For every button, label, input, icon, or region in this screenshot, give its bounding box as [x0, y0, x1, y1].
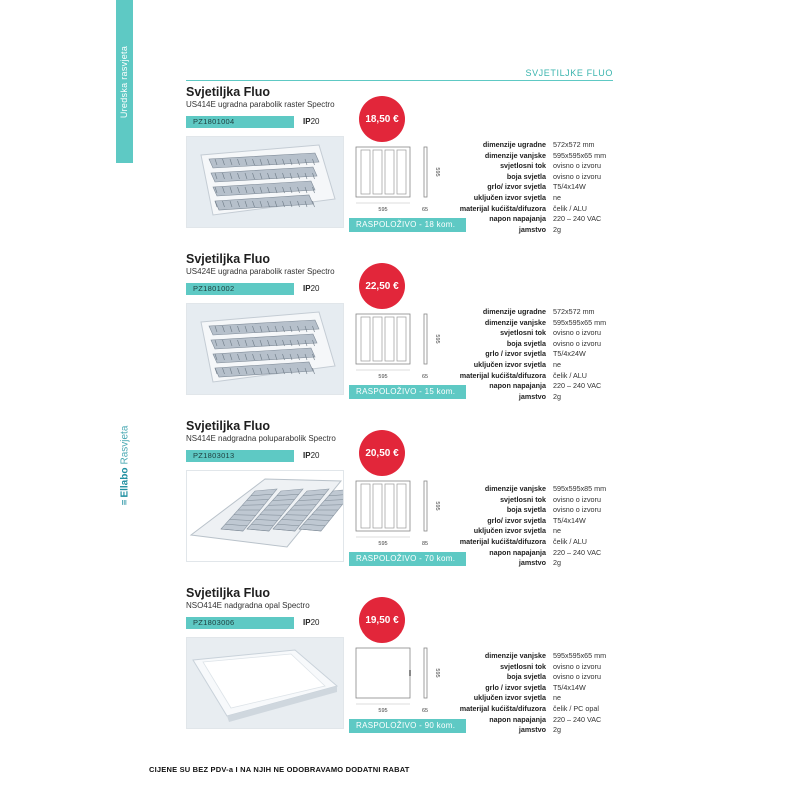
price-badge: 18,50 €: [359, 96, 405, 142]
spec-row: [430, 204, 606, 215]
availability-badge: RASPOLOŽIVO - 18 kom.: [349, 218, 466, 232]
availability-badge: RASPOLOŽIVO - 15 kom.: [349, 385, 466, 399]
ip-label: IP: [303, 284, 311, 293]
ip-value: 20: [310, 618, 320, 627]
product-photo: [186, 136, 344, 228]
drawing-depth-label: 65: [421, 374, 429, 380]
spec-value: 595x595x65 mm: [553, 150, 607, 160]
brand-mark-icon: ≡: [119, 500, 131, 505]
spec-key: jamstvo: [518, 558, 546, 568]
spec-row: [430, 548, 606, 559]
spec-key: dimenzije vanjske: [484, 484, 546, 493]
spec-value: 2g: [553, 391, 561, 401]
spec-value: čelik / PC opal: [553, 703, 599, 713]
raster-luminaire-icon: [187, 137, 343, 227]
brand-name: Ellabo: [119, 467, 131, 498]
spec-value: 220 – 240 VAC: [553, 547, 602, 557]
spec-key: dimenzije ugradne: [482, 140, 546, 149]
spec-key: materijal kućišta/difuzora: [459, 370, 546, 380]
spec-value: ne: [553, 192, 561, 202]
spec-row: [430, 225, 606, 236]
spec-table: [430, 484, 606, 569]
spec-key: boja svjetla: [506, 672, 546, 682]
spec-value: ne: [553, 526, 561, 536]
spec-value: ovisno o izvoru: [553, 672, 601, 682]
spec-key: materijal kućišta/difuzora: [459, 536, 546, 546]
spec-value: 220 – 240 VAC: [553, 714, 602, 724]
spec-value: ne: [553, 359, 561, 369]
ip-rating: [303, 117, 319, 126]
spec-key: boja svjetla: [506, 338, 546, 348]
spec-key: uključen izvor svjetla: [473, 192, 546, 202]
spec-key: materijal kućišta/difuzora: [459, 203, 546, 213]
spec-row: [430, 371, 606, 382]
spec-key: dimenzije ugradne: [482, 307, 546, 316]
product-title: Svjetiljka Fluo: [186, 85, 271, 99]
spec-key: dimenzije vanjske: [484, 150, 546, 160]
spec-key: materijal kućišta/difuzora: [459, 703, 546, 713]
product-subtitle: NSO414E nadgradna opal Spectro: [186, 601, 310, 610]
spec-value: 2g: [553, 725, 561, 735]
spec-row: [430, 537, 606, 548]
spec-row: [430, 214, 606, 225]
surface-luminaire-icon: [187, 471, 343, 561]
category-title: SVJETILJKE FLUO: [525, 68, 613, 78]
raster-luminaire-icon: [187, 304, 343, 394]
spec-row: [430, 704, 606, 715]
spec-value: ovisno o izvoru: [553, 494, 601, 504]
ip-rating: [303, 451, 319, 460]
product-subtitle: US414E ugradna parabolik raster Spectro: [186, 100, 335, 109]
ip-value: 20: [310, 117, 320, 126]
spec-row: [430, 495, 606, 506]
product-photo: [186, 637, 344, 729]
product-title: Svjetiljka Fluo: [186, 252, 271, 266]
drawing-height-label: 595: [434, 334, 440, 344]
spec-row: [430, 683, 606, 694]
spec-row: [430, 516, 606, 527]
drawing-width-label: 595: [378, 207, 388, 213]
spec-value: 220 – 240 VAC: [553, 214, 602, 224]
spec-value: 572x572 mm: [553, 307, 595, 316]
ip-value: 20: [310, 284, 320, 293]
drawing-depth-label: 65: [421, 708, 429, 714]
spec-row: [430, 672, 606, 683]
spec-key: dimenzije vanjske: [484, 651, 546, 660]
spec-key: uključen izvor svjetla: [473, 693, 546, 703]
drawing-depth-label: 65: [421, 207, 429, 213]
product-code: PZ1801002: [186, 283, 294, 295]
availability-badge: RASPOLOŽIVO - 90 kom.: [349, 719, 466, 733]
spec-row: [430, 526, 606, 537]
spec-row: [430, 662, 606, 673]
spec-row: [430, 182, 606, 193]
product-photo: [186, 303, 344, 395]
product-title: Svjetiljka Fluo: [186, 419, 271, 433]
drawing-width-label: 595: [378, 708, 388, 714]
product-photo: [186, 470, 344, 562]
spec-key: napon napajanja: [489, 714, 546, 724]
spec-key: grlo / izvor svjetla: [485, 349, 546, 359]
spec-key: grlo/ izvor svjetla: [487, 182, 546, 192]
brand-sub: Rasvjeta: [119, 425, 131, 465]
spec-row: [430, 484, 606, 495]
spec-key: uključen izvor svjetla: [473, 359, 546, 369]
drawing-width-label: 595: [378, 374, 388, 380]
spec-table: [430, 307, 606, 402]
spec-key: uključen izvor svjetla: [473, 526, 546, 536]
spec-row: [430, 392, 606, 403]
spec-row: [430, 381, 606, 392]
ip-label: IP: [303, 451, 311, 460]
spec-value: čelik / ALU: [553, 536, 587, 546]
spec-value: T5/4x14W: [553, 515, 586, 525]
price-badge: 19,50 €: [359, 597, 405, 643]
product-code: PZ1803006: [186, 617, 294, 629]
spec-value: ne: [553, 693, 561, 703]
spec-key: boja svjetla: [506, 505, 546, 515]
spec-value: ovisno o izvoru: [553, 661, 601, 671]
sidebar-section-text: Uredska rasvjeta: [119, 45, 130, 118]
spec-value: T5/4x14W: [553, 682, 586, 692]
spec-key: svjetlosni tok: [500, 494, 546, 504]
spec-value: 595x595x65 mm: [553, 317, 607, 327]
brand-logo: [111, 405, 139, 525]
ip-label: IP: [303, 618, 311, 627]
spec-key: jamstvo: [518, 224, 546, 234]
product-subtitle: NS414E nadgradna poluparabolik Spectro: [186, 434, 336, 443]
ip-value: 20: [310, 451, 320, 460]
spec-value: ovisno o izvoru: [553, 338, 601, 348]
footer-note: CIJENE SU BEZ PDV-a I NA NJIH NE ODOBRAVAMO DODATNI RABAT: [149, 765, 410, 774]
spec-value: čelik / ALU: [553, 370, 587, 380]
spec-row: [430, 715, 606, 726]
spec-row: [430, 161, 606, 172]
sidebar-section-label: [116, 0, 133, 163]
drawing-depth-label: 85: [421, 541, 429, 547]
category-divider: [186, 80, 613, 81]
spec-key: grlo / izvor svjetla: [485, 682, 546, 692]
spec-row: [430, 651, 606, 662]
spec-value: 2g: [553, 558, 561, 568]
spec-table: [430, 140, 606, 235]
ip-label: IP: [303, 117, 311, 126]
spec-row: [430, 360, 606, 371]
spec-key: napon napajanja: [489, 547, 546, 557]
spec-value: T5/4x24W: [553, 349, 586, 359]
spec-value: T5/4x14W: [553, 182, 586, 192]
spec-key: svjetlosni tok: [500, 661, 546, 671]
spec-row: [430, 349, 606, 360]
product-code: PZ1801004: [186, 116, 294, 128]
spec-value: 2g: [553, 224, 561, 234]
spec-value: čelik / ALU: [553, 203, 587, 213]
spec-value: ovisno o izvoru: [553, 161, 601, 171]
spec-row: [430, 172, 606, 183]
spec-key: jamstvo: [518, 725, 546, 735]
drawing-height-label: 595: [434, 501, 440, 511]
spec-key: napon napajanja: [489, 214, 546, 224]
spec-row: [430, 318, 606, 329]
opal-luminaire-icon: [187, 638, 343, 728]
spec-value: ovisno o izvoru: [553, 328, 601, 338]
product-title: Svjetiljka Fluo: [186, 586, 271, 600]
spec-row: [430, 558, 606, 569]
spec-value: ovisno o izvoru: [553, 171, 601, 181]
spec-row: [430, 725, 606, 736]
price-badge: 22,50 €: [359, 263, 405, 309]
drawing-width-label: 595: [378, 541, 388, 547]
spec-row: [430, 151, 606, 162]
spec-row: [430, 193, 606, 204]
spec-key: grlo/ izvor svjetla: [487, 515, 546, 525]
spec-value: 595x595x85 mm: [553, 484, 607, 493]
spec-row: [430, 339, 606, 350]
spec-row: [430, 140, 606, 151]
spec-row: [430, 505, 606, 516]
spec-key: jamstvo: [518, 391, 546, 401]
spec-key: svjetlosni tok: [500, 161, 546, 171]
price-badge: 20,50 €: [359, 430, 405, 476]
drawing-height-label: 595: [434, 668, 440, 678]
spec-key: napon napajanja: [489, 381, 546, 391]
spec-key: boja svjetla: [506, 171, 546, 181]
spec-row: [430, 307, 606, 318]
spec-value: 220 – 240 VAC: [553, 381, 602, 391]
spec-table: [430, 651, 606, 736]
ip-rating: [303, 618, 319, 627]
spec-row: [430, 693, 606, 704]
availability-badge: RASPOLOŽIVO - 70 kom.: [349, 552, 466, 566]
product-code: PZ1803013: [186, 450, 294, 462]
spec-row: [430, 328, 606, 339]
drawing-height-label: 595: [434, 167, 440, 177]
spec-key: dimenzije vanjske: [484, 317, 546, 327]
product-subtitle: US424E ugradna parabolik raster Spectro: [186, 267, 335, 276]
spec-value: 572x572 mm: [553, 140, 595, 149]
ip-rating: [303, 284, 319, 293]
spec-value: ovisno o izvoru: [553, 505, 601, 515]
spec-value: 595x595x65 mm: [553, 651, 607, 660]
spec-key: svjetlosni tok: [500, 328, 546, 338]
